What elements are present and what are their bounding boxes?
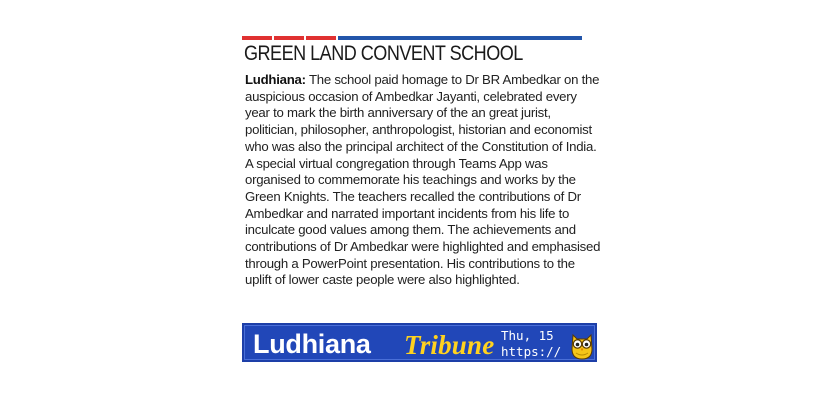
- rule-segment: [306, 36, 336, 40]
- article-headline: GREEN LAND CONVENT SCHOOL: [244, 42, 523, 65]
- banner-url: https://: [501, 344, 562, 359]
- banner-date: Thu, 15: [501, 328, 554, 343]
- banner-meta: [501, 328, 561, 360]
- article-text: The school paid homage to Dr BR Ambedkar on the auspicious occasion of Ambedkar Jayanti, celebrated every year to mark the birth anniversary of the an great jurist, politician, philosopher, anthropologist, historian and economist who was also the principal architect of the Constitution of India. A special virtual congregation through Teams App was organised to commemorate his teachings and works by the Green Knights. The teachers recalled the contributions of Dr Ambedkar and narrated important incidents from his life to inculcate good values among them. The achievements and contributions of Dr Ambedkar were highlighted and emphasised through a PowerPoint presentation. His contributions to the uplift of lower caste people were also highlighted.: [245, 72, 601, 288]
- rule-segment: [338, 36, 582, 40]
- banner-paper-name: Tribune: [404, 330, 495, 360]
- rule-segment: [274, 36, 304, 40]
- rule-segment: [242, 36, 272, 40]
- owl-icon: [568, 329, 596, 361]
- article-dateline: Ludhiana:: [245, 72, 306, 87]
- header-rule: [242, 36, 582, 40]
- banner-frame: [244, 325, 595, 360]
- newspaper-banner: [242, 323, 597, 362]
- news-clipping: [242, 36, 601, 362]
- article-body: [245, 72, 601, 289]
- banner-city-name: Ludhiana: [253, 329, 371, 359]
